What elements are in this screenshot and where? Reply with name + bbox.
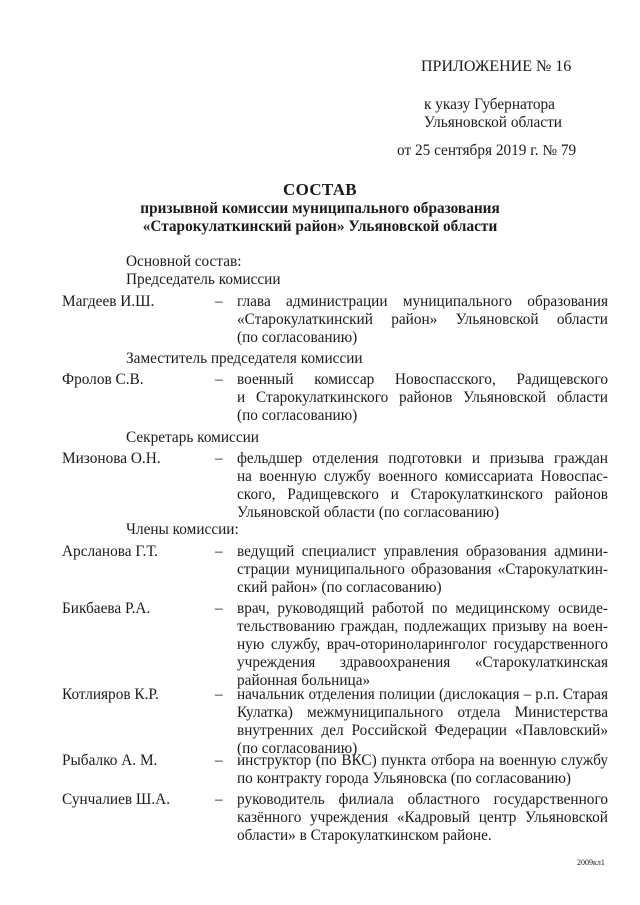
person-position [237, 371, 608, 425]
position-line: начальник отделения полиции (дислокация – р.п. Старая [237, 686, 608, 703]
position-line: и Старокулаткинского районов Ульяновской области [237, 389, 608, 406]
position-line: казённого учреждения «Кадровый центр Ульяновской [237, 809, 608, 826]
section-chair: Председатель комиссии [126, 271, 281, 288]
position-line: ского, Радищевского и Старокулаткинского районов [237, 486, 608, 503]
position-line: (по согласованию) [237, 407, 358, 424]
person-name: Фролов С.В. [62, 371, 144, 388]
position-line: «Старокулаткинский район» Ульяновской области [237, 311, 608, 328]
person-name: Сунчалиев Ш.А. [62, 791, 171, 808]
position-line: районная больница» [237, 672, 371, 689]
document-code-footer: 2009кл1 [577, 858, 605, 867]
appendix-number: ПРИЛОЖЕНИЕ № 16 [421, 58, 572, 75]
decree-reference-line-2: Ульяновской области [424, 114, 562, 131]
position-line: (по согласованию) [237, 740, 358, 757]
document-subtitle-line-1: призывной комиссии муниципального образования [140, 200, 500, 217]
position-line: (по согласованию) [237, 329, 358, 346]
dash-separator: – [215, 450, 223, 467]
position-line: области» в Старокулаткинском районе. [237, 827, 492, 844]
position-line: на военную службу военного комиссариата Новоспас- [237, 468, 608, 485]
dash-separator: – [215, 293, 223, 310]
position-line: фельдшер отделения подготовки и призыва граждан [237, 450, 608, 467]
section-deputy-chair: Заместитель председателя комиссии [126, 350, 363, 367]
person-name: Бикбаева Р.А. [62, 600, 151, 617]
position-line: врач, руководящий работой по медицинскому освиде- [237, 600, 608, 617]
person-position [237, 450, 608, 522]
dash-separator: – [215, 600, 223, 617]
position-line: по контракту города Ульяновска (по согласованию) [237, 770, 572, 787]
position-line: руководитель филиала областного государственного [237, 791, 608, 808]
position-line: внутренних дел Российской Федерации «Павловский» [237, 722, 608, 739]
position-line: тельствованию граждан, подлежащих призыву на воен- [237, 618, 608, 635]
person-position [237, 293, 608, 347]
decree-reference-line-1: к указу Губернатора [424, 96, 555, 113]
position-line: страции муниципального образования «Старокулаткин- [237, 561, 608, 578]
position-line: глава администрации муниципального образования [237, 293, 608, 310]
position-line: военный комиссар Новоспасского, Радищевского [237, 371, 608, 388]
position-line: ведущий специалист управления образования админи- [237, 543, 608, 560]
position-line: учреждения здравоохранения «Старокулаткинская [237, 654, 608, 671]
dash-separator: – [215, 543, 223, 560]
position-line: инструктор (по ВКС) пункта отбора на военную службу [237, 752, 608, 769]
document-subtitle-line-2: «Старокулаткинский район» Ульяновской области [142, 218, 498, 235]
dash-separator: – [215, 686, 223, 703]
dash-separator: – [215, 752, 223, 769]
person-name: Котлияров К.Р. [62, 686, 159, 703]
section-main-composition: Основной состав: [126, 253, 242, 270]
person-position [237, 600, 608, 690]
section-members: Члены комиссии: [126, 521, 239, 538]
dash-separator: – [215, 371, 223, 388]
person-position [237, 543, 608, 597]
dash-separator: – [215, 791, 223, 808]
person-name: Арсланова Г.Т. [62, 543, 158, 560]
position-line: Кулатка) межмуниципального отдела Министерства [237, 704, 608, 721]
position-line: ский район» (по согласованию) [237, 579, 442, 596]
position-line: ную службу, врач-оториноларинголог государственного [237, 636, 608, 653]
section-secretary: Секретарь комиссии [126, 429, 259, 446]
document-title: СОСТАВ [283, 180, 357, 199]
person-position [237, 791, 608, 845]
person-name: Мизонова О.Н. [62, 450, 161, 467]
position-line: Ульяновской области (по согласованию) [237, 504, 500, 521]
person-position [237, 686, 608, 758]
decree-date: от 25 сентября 2019 г. № 79 [397, 142, 577, 159]
person-position [237, 752, 608, 788]
person-name: Рыбалко А. М. [62, 752, 158, 769]
person-name: Магдеев И.Ш. [62, 293, 155, 310]
